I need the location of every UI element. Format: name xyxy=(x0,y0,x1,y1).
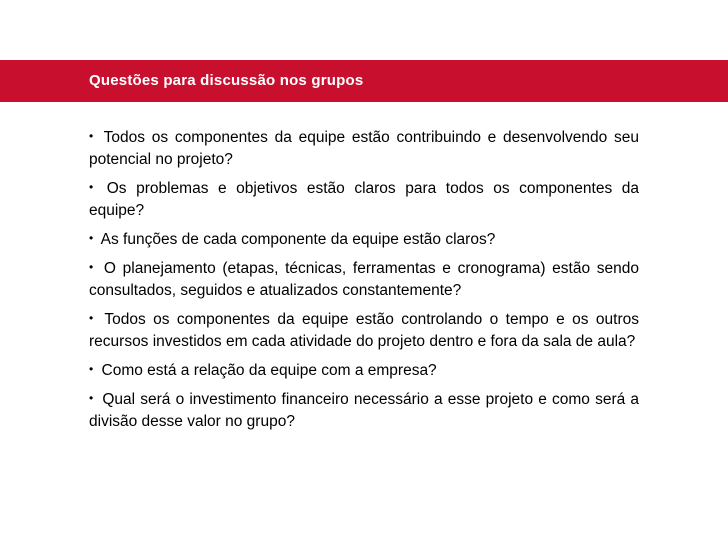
slide-title: Questões para discussão nos grupos xyxy=(89,72,364,89)
bullet-icon: • xyxy=(89,362,94,376)
bullet-icon: • xyxy=(89,391,94,405)
question-item xyxy=(89,229,639,251)
question-text: Todos os componentes da equipe estão controlando o tempo e os outros recursos investidos em cada atividade do projeto dentro e fora da sala de aula? xyxy=(89,311,639,350)
bullet-icon: • xyxy=(89,129,94,143)
question-text: Como está a relação da equipe com a empresa? xyxy=(101,362,437,379)
question-item xyxy=(89,389,639,433)
question-item xyxy=(89,178,639,222)
question-text: Todos os componentes da equipe estão contribuindo e desenvolvendo seu potencial no projeto? xyxy=(89,129,639,168)
question-item xyxy=(89,258,639,302)
question-item xyxy=(89,127,639,171)
question-text: O planejamento (etapas, técnicas, ferramentas e cronograma) estão sendo consultados, seguidos e atualizados constantemente? xyxy=(89,260,639,299)
question-item xyxy=(89,360,639,382)
title-bar xyxy=(0,60,728,102)
question-list xyxy=(89,127,639,440)
bullet-icon: • xyxy=(89,180,94,194)
question-text: As funções de cada componente da equipe estão claros? xyxy=(100,231,496,248)
question-text: Qual será o investimento financeiro necessário a esse projeto e como será a divisão desse valor no grupo? xyxy=(89,391,640,430)
bullet-icon: • xyxy=(89,311,94,325)
bullet-icon: • xyxy=(89,260,94,274)
question-item xyxy=(89,309,639,353)
bullet-icon: • xyxy=(89,231,94,245)
question-text: Os problemas e objetivos estão claros para todos os componentes da equipe? xyxy=(89,180,639,219)
